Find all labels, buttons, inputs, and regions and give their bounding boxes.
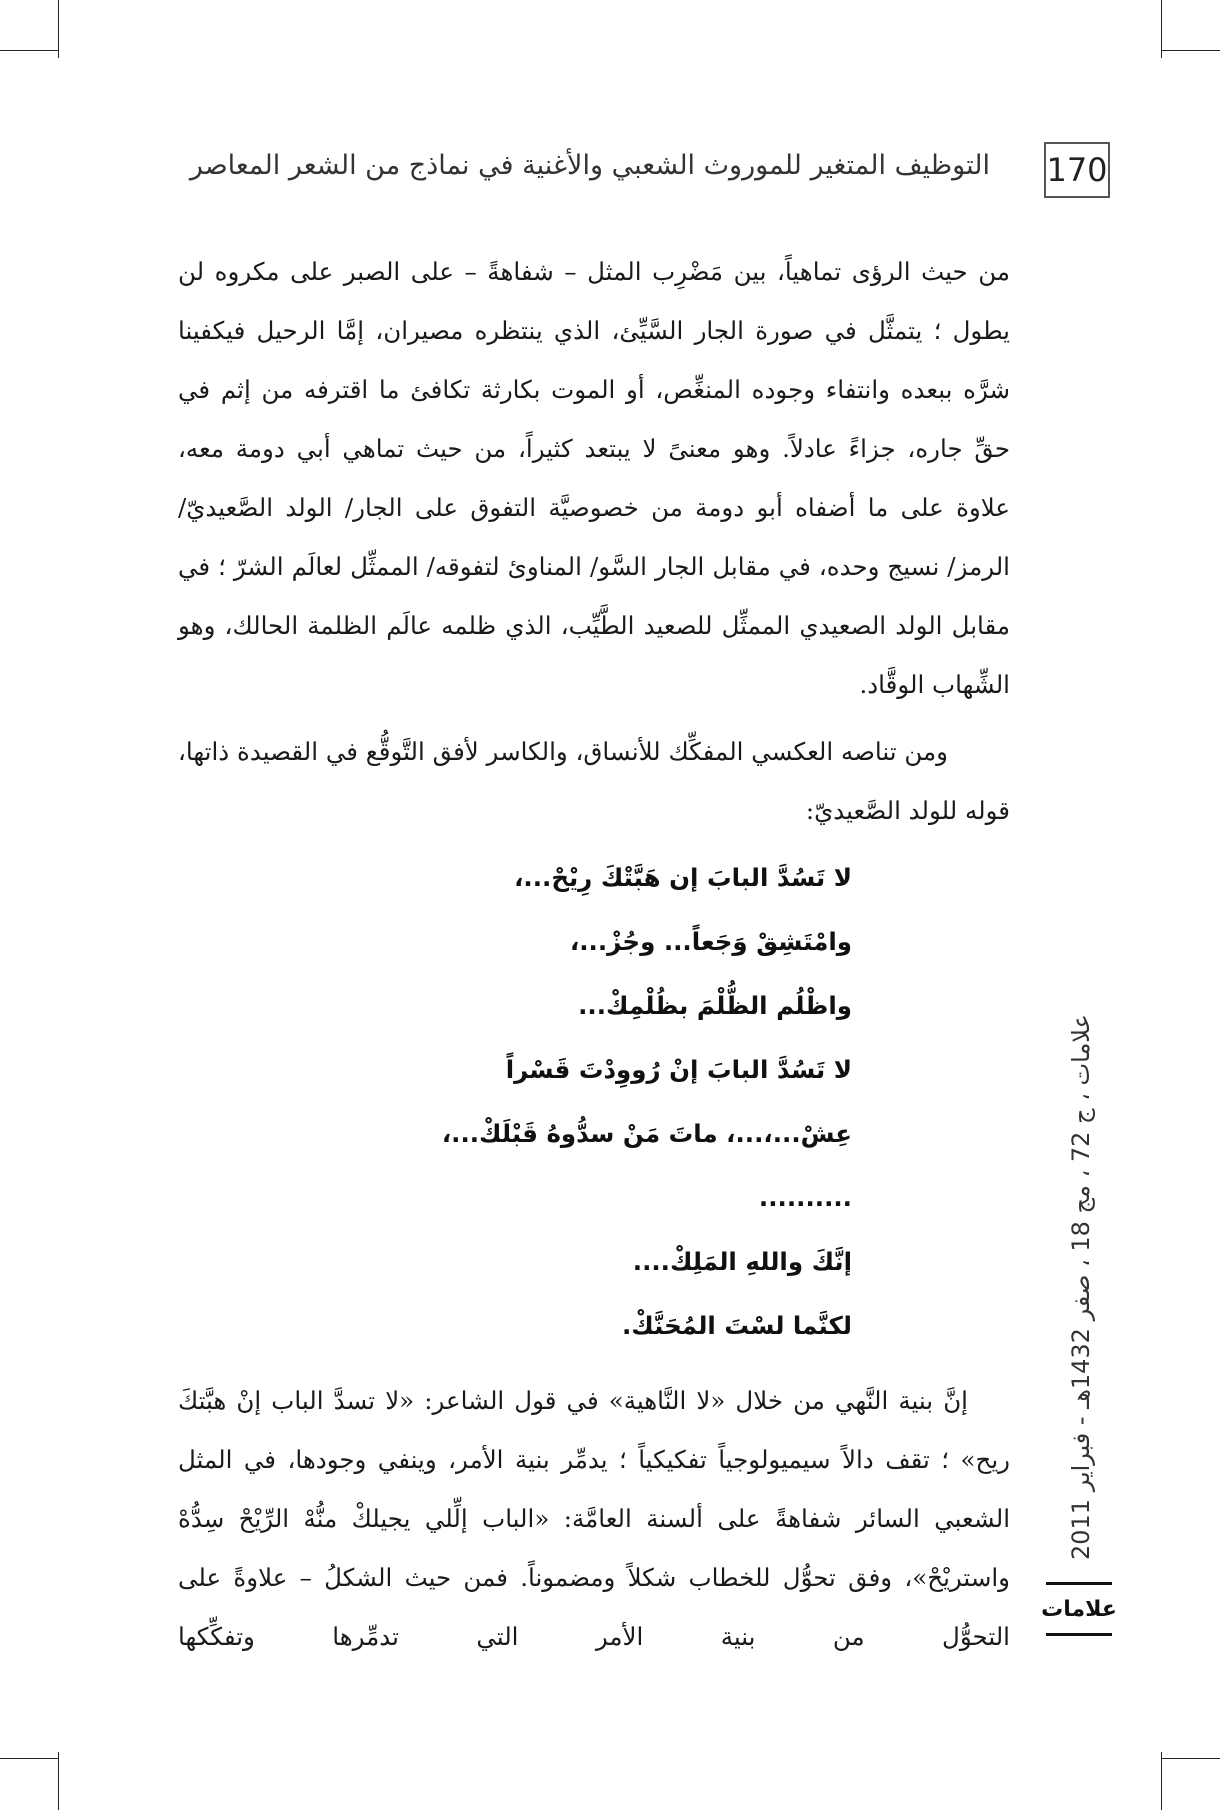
crop-mark-bottom-right-horizontal <box>1162 1758 1220 1759</box>
paragraph: من حيث الرؤى تماهياً، بين مَضْرِب المثل – شفاهةً – على الصبر على مكروه لن يطول ؛ يتمثَّل في صورة الجار السَّيِّئ، الذي ينتظره مصيران، إمَّا الرحيل فيكفينا شرَّه ببعده وانتفاء وجوده المنغِّص، أو الموت بكارثة تكافئ ما اقترفه من إثم في حقِّ جاره، جزاءً عادلاً. وهو معنىً لا يبتعد كثيراً، من حيث تماهي أبي دومة معه، علاوة على ما أضفاه أبو دومة من خصوصيَّة التفوق على الجار/ الولد الصَّعيديّ/ الرمز/ نسيج وحده، في مقابل الجار السَّو/ المناوئ لتفوقه/ الممثِّل لعالَم الشرّ ؛ في مقابل الولد الصعيدي الممثِّل للصعيد الطَّيِّب، الذي ظلمه عالَم الظلمة الحالك، وهو الشِّهاب الوقَّاد. <box>178 257 1010 699</box>
crop-mark-top-left-vertical <box>58 0 59 58</box>
poem-line: إنَّكَ واللهِ المَلِكْ.... <box>632 1247 852 1276</box>
crop-mark-top-left-horizontal <box>0 50 58 51</box>
issue-info: علامات ، ج 72 ، مج 18 ، صفر 1432هـ - فبراير 2011 <box>1067 1014 1095 1560</box>
poem-ellipsis: .......... <box>758 1183 852 1212</box>
crop-mark-bottom-right-vertical <box>1161 1752 1162 1810</box>
poem-line: لكنَّما لسْتَ المُحَنَّكْ. <box>622 1311 852 1340</box>
poem-line: عِشْ...،...، ماتَ مَنْ سدُّوهُ قَبْلَكْ...، <box>441 1119 852 1148</box>
body-text <box>178 242 1010 840</box>
crop-mark-bottom-left-vertical <box>58 1752 59 1810</box>
paragraph: إنَّ بنية النَّهي من خلال «لا النَّاهية» في قول الشاعر: «لا تسدَّ الباب إنْ هبَّتكَ ريح» ؛ تقف دالاً سيميولوجياً تفكيكياً ؛ يدمِّر بنية الأمر، وينفي وجودها، في المثل الشعبي السائر شفاهةً على ألسنة العامَّة: «الباب إلِّلي يجيلكْ منُّهْ الرِّيْحْ سِدُّهْ واستريْحْ»، وفق تحوُّل للخطاب شكلاً ومضموناً. فمن حيث الشكلُ – علاوةً على التحوُّل من بنية الأمر التي تدمِّرها وتفكِّكها <box>178 1386 1010 1651</box>
body-text-continued <box>178 1371 1010 1666</box>
poem-line: لا تَسُدَّ البابَ إن هَبَّتْكَ رِيْحْ...، <box>514 863 852 892</box>
poem-quote <box>441 846 852 1358</box>
poem-line: واظْلُم الظُّلْمَ بظُلْمِكْ... <box>578 991 852 1020</box>
crop-mark-top-right-horizontal <box>1162 50 1220 51</box>
poem-line: لا تَسُدَّ البابَ إنْ رُووِدْتَ قَسْراً <box>505 1055 852 1084</box>
journal-logo: علامات <box>1046 1582 1112 1636</box>
crop-mark-bottom-left-horizontal <box>0 1758 58 1759</box>
page-number: 170 <box>1044 142 1110 198</box>
paragraph: ومن تناصه العكسي المفكِّك للأنساق، والكاسر لأفق التَّوقُّع في القصيدة ذاتها، قوله للولد الصَّعيديّ: <box>178 737 1010 825</box>
running-title: التوظيف المتغير للموروث الشعبي والأغنية في نماذج من الشعر المعاصر <box>189 150 990 181</box>
poem-line: وامْتَشِقْ وَجَعاً... وجُزْ...، <box>569 927 852 956</box>
